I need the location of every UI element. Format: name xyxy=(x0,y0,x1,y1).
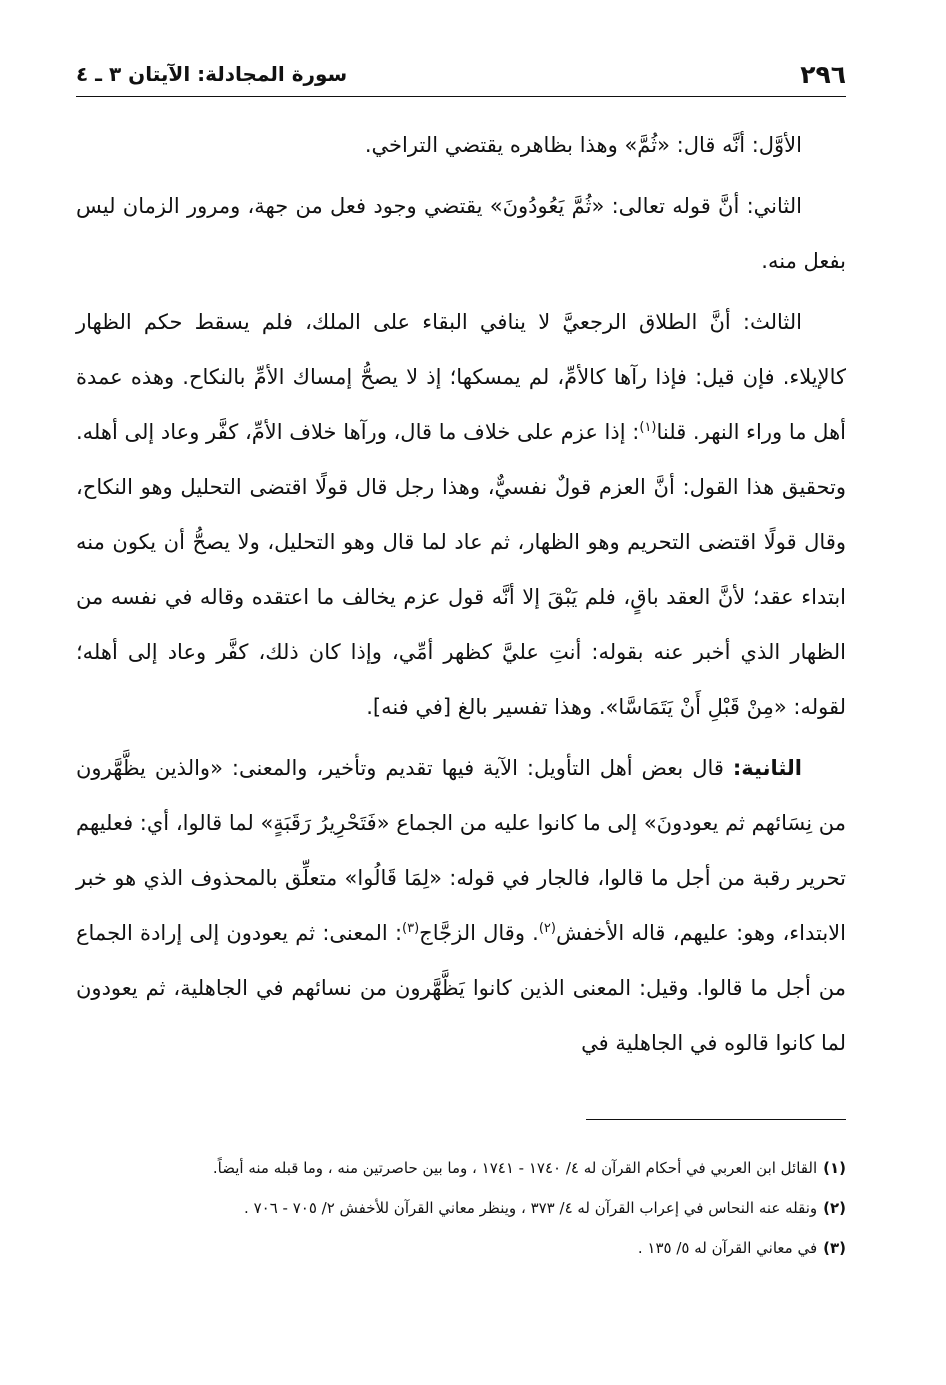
footnote-number: (٣) xyxy=(823,1239,846,1257)
paragraph-first-reason xyxy=(76,118,846,173)
paragraph-text: : إذا عزم على خلاف ما قال، ورآها خلاف الأمِّ، كفَّر وعاد إلى أهله. وتحقيق هذا القول: أنَّ العزم قولٌ نفسيٌّ، وهذا رجل قال قولًا اقتضى التحليل وهو النكاح، وقال قولًا اقتضى التحريم وهو الظهار، ثم عاد لما قال وهو التحليل، ولا يصحُّ أن يكون منه ابتداء عقد؛ لأنَّ العقد باقٍ، فلم يَبْقَ إلا أنَّه قول عزم يخالف ما اعتقده وقاله في نفسه من الظهار الذي أخبر عنه بقوله: أنتِ عليَّ كظهر أمِّي، وإذا كان ذلك، كفَّر وعاد إلى أهله؛ لقوله: «مِنْ قَبْلِ أَنْ يَتَمَاسَّا». وهذا تفسير بالغ [في فنه]. xyxy=(76,420,846,719)
paragraph-text: : المعنى: ثم يعودون إلى إرادة الجماع من أجل ما قالوا. وقيل: المعنى الذين كانوا يَظَّهَّرون من نسائهم في الجاهلية، ثم يعودون لما كانوا قالوه في الجاهلية في xyxy=(76,921,846,1055)
paragraph-text: . وقال الزجَّاج xyxy=(419,921,539,945)
page-number: ٢٩٦ xyxy=(800,60,846,89)
footnote-reference: (١) xyxy=(639,420,657,435)
page-header xyxy=(76,58,846,94)
footnotes xyxy=(76,1150,846,1270)
header-rule xyxy=(76,96,846,97)
paragraph-second-issue xyxy=(76,741,846,1071)
paragraph-text: قال بعض أهل التأويل: الآية فيها تقديم وتأخير، والمعنى: «والذين يظَّهَّرون من نِسَائهم ثم يعودونَ» إلى ما كانوا عليه من الجماع «فَتَحْرِيرُ رَقَبَةٍ» لما قالوا، أي: فعليهم تحرير رقبة من أجل ما قالوا، فالجار في قوله: «لِمَا قَالُوا» متعلِّق بالمحذوف الذي هو خبر الابتداء، وهو: عليهم، قاله الأخفش xyxy=(76,756,846,945)
paragraph-third-reason xyxy=(76,295,846,735)
paragraph-text: الأوَّل: أنَّه قال: «ثُمَّ» وهذا بظاهره يقتضي التراخي. xyxy=(364,133,802,157)
footnote-2 xyxy=(76,1190,846,1226)
main-text xyxy=(76,118,846,1077)
footnote-number: (٢) xyxy=(823,1199,846,1217)
footnote-text: القائل ابن العربي في أحكام القرآن له ٤/ ١٧٤٠ - ١٧٤١ ، وما بين حاصرتين منه ، وما قبله منه أيضاً. xyxy=(212,1159,818,1177)
paragraph-lead-word: الثانية: xyxy=(732,756,802,780)
paragraph-second-reason xyxy=(76,179,846,289)
footnote-3 xyxy=(76,1230,846,1266)
footnote-text: في معاني القرآن له ٥/ ١٣٥ . xyxy=(637,1239,818,1257)
paragraph-text: الثاني: أنَّ قوله تعالى: «ثُمَّ يَعُودُونَ» يقتضي وجود فعل من جهة، ومرور الزمان ليس بفعل منه. xyxy=(76,194,846,273)
paragraph-text: الثالث: أنَّ الطلاق الرجعيَّ لا ينافي البقاء على الملك، فلم يسقط حكم الظهار كالإيلاء. فإن قيل: فإذا رآها كالأمِّ، لم يمسكها؛ إذ لا يصحُّ إمساك الأمِّ بالنكاح. وهذه عمدة أهل ما وراء النهر. قلنا xyxy=(76,310,846,444)
footnote-text: ونقله عنه النحاس في إعراب القرآن له ٤/ ٣٧٣ ، وينظر معاني القرآن للأخفش ٢/ ٧٠٥ - ٧٠٦ . xyxy=(244,1199,818,1217)
footnote-reference: (٣) xyxy=(402,921,420,936)
footnote-separator xyxy=(586,1119,846,1120)
footnote-1 xyxy=(76,1150,846,1186)
footnote-reference: (٢) xyxy=(538,921,556,936)
footnote-number: (١) xyxy=(823,1159,846,1177)
running-title: سورة المجادلة: الآيتان ٣ ـ ٤ xyxy=(76,62,348,86)
